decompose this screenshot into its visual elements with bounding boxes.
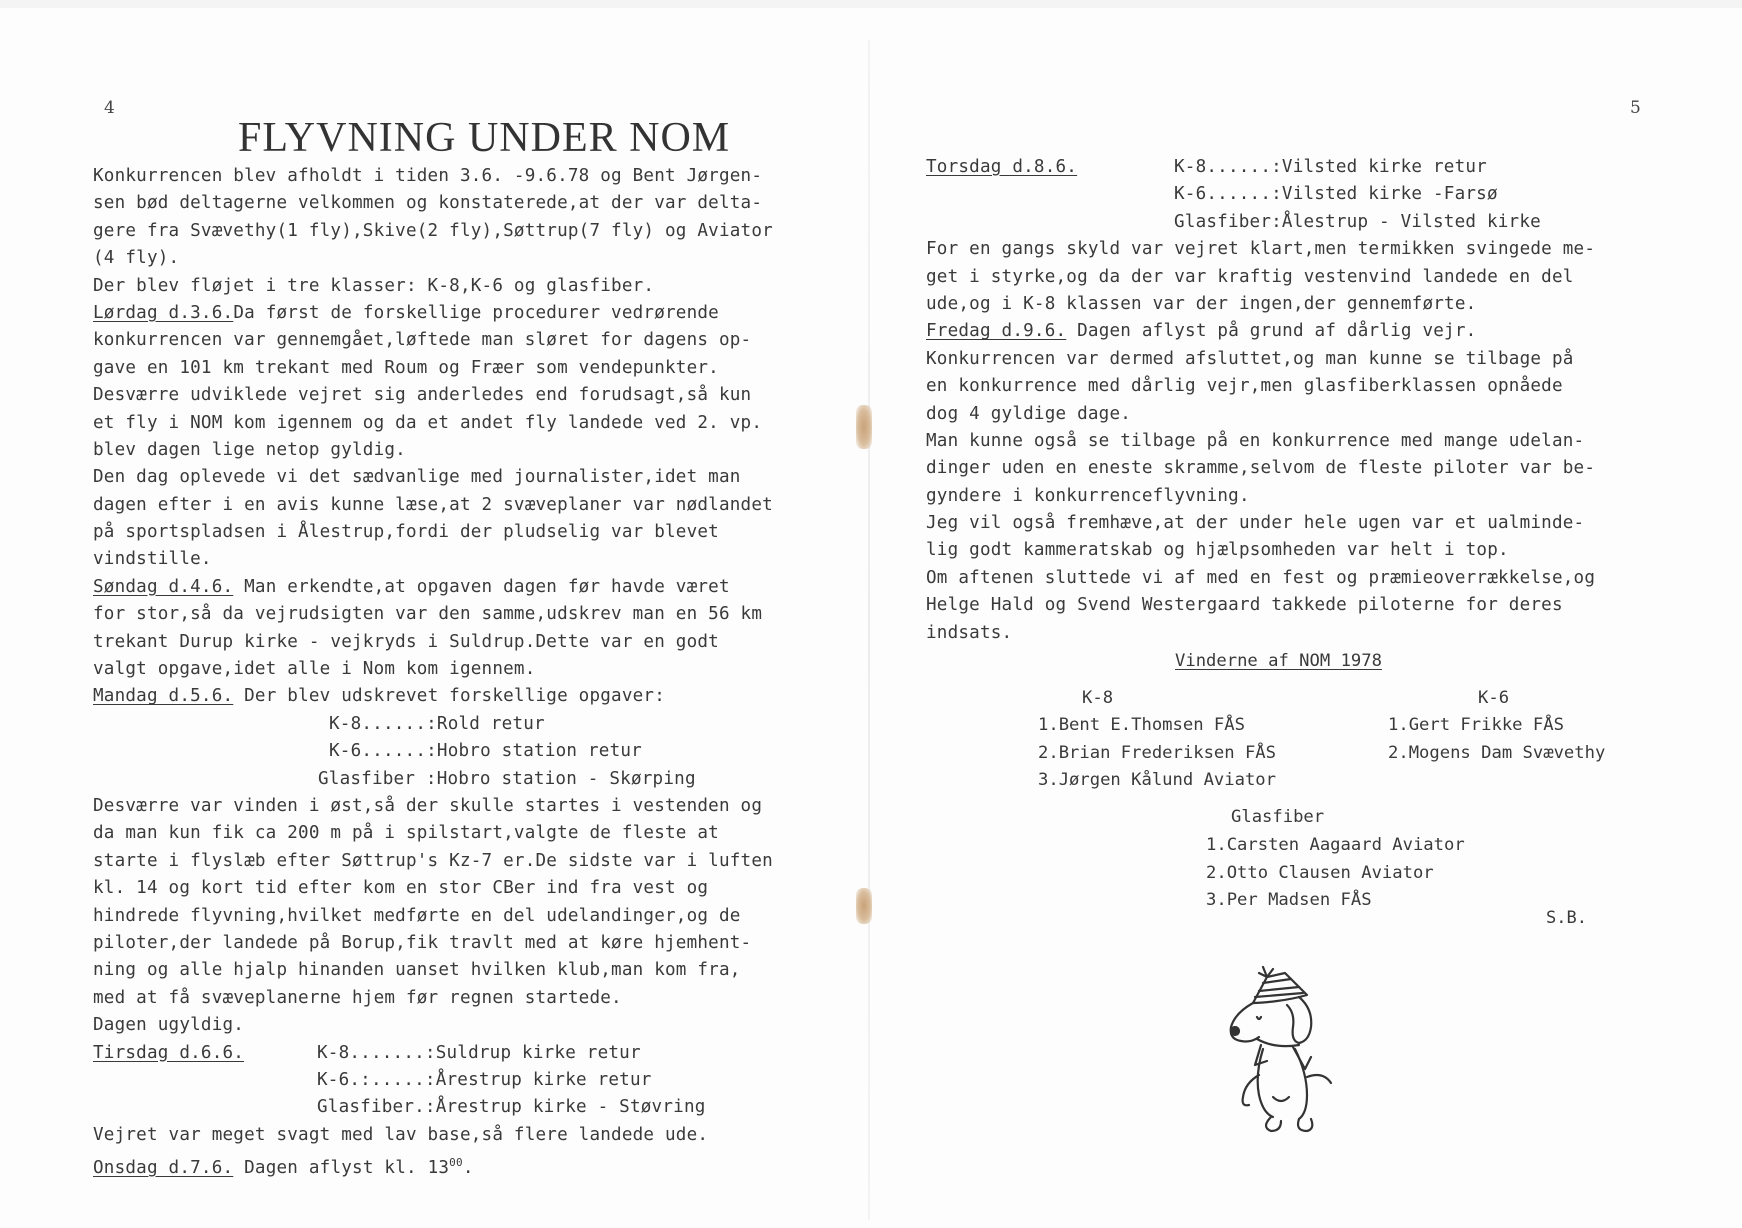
winner-entry: 2.Brian Frederiksen FÅS — [1038, 742, 1276, 763]
day-heading: Søndag d.4.6. — [93, 576, 234, 597]
winner-entry: 2.Otto Clausen Aviator — [1206, 862, 1434, 883]
text-line: valgt opgave,idet alle i Nom kom igennem. — [93, 659, 536, 680]
task-line: K-6......:Vilsted kirke -Farsø — [1174, 184, 1498, 205]
scan-top-edge — [0, 0, 1742, 8]
day-heading: Tirsdag d.6.6. — [93, 1042, 245, 1063]
page-number-right: 5 — [1630, 98, 1641, 118]
task-line: K-6.:.....:Årestrup kirke retur — [317, 1069, 652, 1090]
text-line: for stor,så da vejrudsigten var den samme,udskrev man en 56 km — [93, 604, 763, 625]
text-line: sen bød deltagerne velkommen og konstaterede,at der var delta- — [93, 193, 763, 214]
right-column — [926, 154, 1595, 647]
k6-results — [1388, 712, 1605, 767]
text-line: blev dagen lige netop gyldig. — [93, 439, 406, 460]
k6-label: K-6 — [1478, 688, 1510, 708]
text-line: lig godt kammeratskab og hjælpsomheden var helt i top. — [926, 540, 1509, 561]
text-line: Da først de forskellige procedurer vedrørende — [233, 302, 719, 323]
k8-label: K-8 — [1082, 688, 1114, 708]
text-line: Konkurrencen var dermed afsluttet,og man kunne se tilbage på — [926, 348, 1574, 369]
winner-entry: 3.Per Madsen FÅS — [1206, 890, 1372, 910]
text-line: (4 fly). — [93, 248, 180, 269]
text-line: gave en 101 km trekant med Roum og Fræer som vendepunkter. — [93, 357, 719, 378]
task-line: Glasfiber:Ålestrup - Vilsted kirke — [1174, 211, 1541, 232]
glasfiber-results — [1206, 832, 1465, 915]
text-line: Dagen ugyldig. — [93, 1015, 245, 1036]
day-lordag — [93, 300, 773, 327]
winner-entry: 3.Jørgen Kålund Aviator — [1038, 770, 1276, 790]
k8-results — [1038, 712, 1276, 795]
text-line: ude,og i K-8 klassen var der ingen,der gennemførte. — [926, 293, 1477, 314]
text-line: Man kunne også se tilbage på en konkurrence med mange udelan- — [926, 430, 1585, 451]
text-line: dog 4 gyldige dage. — [926, 403, 1132, 424]
winners-heading: Vinderne af NOM 1978 — [1175, 651, 1382, 671]
article-title: FLYVNING UNDER NOM — [238, 115, 731, 161]
task-line: Glasfiber.:Årestrup kirke - Støvring — [317, 1097, 706, 1118]
day-heading: Torsdag d.8.6. — [926, 157, 1078, 177]
winner-entry: 1.Gert Frikke FÅS — [1388, 715, 1564, 735]
text-line: Desværre udviklede vejret sig anderledes end forudsagt,så kun — [93, 385, 752, 406]
day-heading: Onsdag d.7.6. — [93, 1157, 234, 1178]
task-line: K-8.......:Suldrup kirke retur — [317, 1042, 641, 1063]
signature: S.B. — [1546, 908, 1587, 928]
text-line: Den dag oplevede vi det sædvanlige med journalister,idet man — [93, 467, 741, 488]
text-line: en konkurrence med dårlig vejr,men glasfiberklassen opnåede — [926, 376, 1563, 397]
staple-bottom — [856, 888, 872, 924]
text-line: Om aftenen sluttede vi af med en fest og præmieoverrækkelse,og — [926, 567, 1596, 588]
text-line: Jeg vil også fremhæve,at der under hele ugen var et ualminde- — [926, 513, 1585, 534]
text-line: trekant Durup kirke - vejkryds i Suldrup.Dette var en godt — [93, 631, 719, 652]
text-line: get i styrke,og da der var kraftig vestenvind landede en del — [926, 266, 1574, 287]
task-line: Glasfiber :Hobro station - Skørping — [318, 768, 696, 789]
page-number-left: 4 — [104, 98, 115, 118]
day-heading: Mandag d.5.6. — [93, 686, 234, 707]
text-line: Konkurrencen blev afholdt i tiden 3.6. -9.6.78 og Bent Jørgen- — [93, 166, 763, 186]
task-line: K-8......:Vilsted kirke retur — [1174, 157, 1487, 177]
day-onsdag — [93, 1149, 773, 1176]
task-line: K-6......:Hobro station retur — [329, 741, 642, 762]
text-line: et fly i NOM kom igennem og da et andet fly landede ved 2. vp. — [93, 412, 763, 433]
text-line: gyndere i konkurrenceflyvning. — [926, 485, 1250, 506]
winner-entry: 1.Carsten Aagaard Aviator — [1206, 835, 1465, 855]
day-sondag — [93, 574, 773, 601]
winner-entry: 1.Bent E.Thomsen FÅS — [1038, 715, 1245, 735]
text-line: ning og alle hjalp hinanden uanset hvilken klub,man kom fra, — [93, 960, 741, 981]
text-line: . — [462, 1157, 474, 1178]
text-line: konkurrencen var gennemgået,løftede man sløret for dagens op- — [93, 330, 752, 351]
text-line: Desværre var vinden i øst,så der skulle startes i vestenden og — [93, 795, 763, 816]
text-line: på sportspladsen i Ålestrup,fordi der pludselig var blevet — [93, 522, 719, 543]
task-line: K-8......:Rold retur — [329, 713, 545, 734]
day-heading: Lørdag d.3.6. — [93, 302, 234, 323]
text-line: indsats. — [926, 622, 1013, 643]
text-line: Vejret var meget svagt med lav base,så flere landede ude. — [93, 1124, 709, 1145]
text-line: For en gangs skyld var vejret klart,men termikken svingede me- — [926, 239, 1596, 260]
text-line: starte i flyslæb efter Søttrup's Kz-7 er.De sidste var i luften — [93, 850, 773, 871]
text-line: kl. 14 og kort tid efter kom en stor CBer ind fra vest og — [93, 878, 709, 899]
winner-entry: 2.Mogens Dam Svævethy — [1388, 742, 1606, 763]
text-line: hindrede flyvning,hvilket medførte en del udelandinger,og de — [93, 905, 741, 926]
text-line: vindstille. — [93, 549, 212, 570]
day-fredag — [926, 318, 1595, 345]
text-line: piloter,der landede på Borup,fik travlt med at køre hjemhent- — [93, 932, 752, 953]
text-line: Helge Hald og Svend Westergaard takkede piloterne for deres — [926, 595, 1563, 616]
text-line: da man kun fik ca 200 m på i spilstart,valgte de fleste at — [93, 823, 719, 844]
snoopy-illustration — [1215, 965, 1345, 1140]
day-tirsdag — [93, 1040, 773, 1067]
text-line: gere fra Svævethy(1 fly),Skive(2 fly),Søttrup(7 fly) og Aviator — [93, 220, 773, 241]
day-heading: Fredag d.9.6. — [926, 321, 1067, 342]
text-line: Der blev udskrevet forskellige opgaver: — [233, 686, 666, 707]
staple-top — [856, 405, 872, 449]
page-fold — [868, 40, 870, 1220]
day-torsdag — [926, 154, 1595, 181]
text-line: Dagen aflyst kl. 13 — [233, 1157, 450, 1178]
text-line: Dagen aflyst på grund af dårlig vejr. — [1066, 321, 1477, 342]
text-line: Der blev fløjet i tre klasser: K-8,K-6 og glasfiber. — [93, 275, 655, 296]
text-line: dinger uden en eneste skramme,selvom de fleste piloter var be- — [926, 458, 1596, 479]
text-line: Man erkendte,at opgaven dagen før havde været — [233, 576, 730, 597]
time-superscript: 00 — [449, 1156, 463, 1170]
day-mandag — [93, 683, 773, 710]
glasfiber-label: Glasfiber — [1231, 807, 1325, 827]
left-column — [93, 163, 773, 1176]
text-line: med at få svæveplanerne hjem før regnen startede. — [93, 987, 622, 1008]
text-line: dagen efter i en avis kunne læse,at 2 svæveplaner var nødlandet — [93, 494, 773, 515]
